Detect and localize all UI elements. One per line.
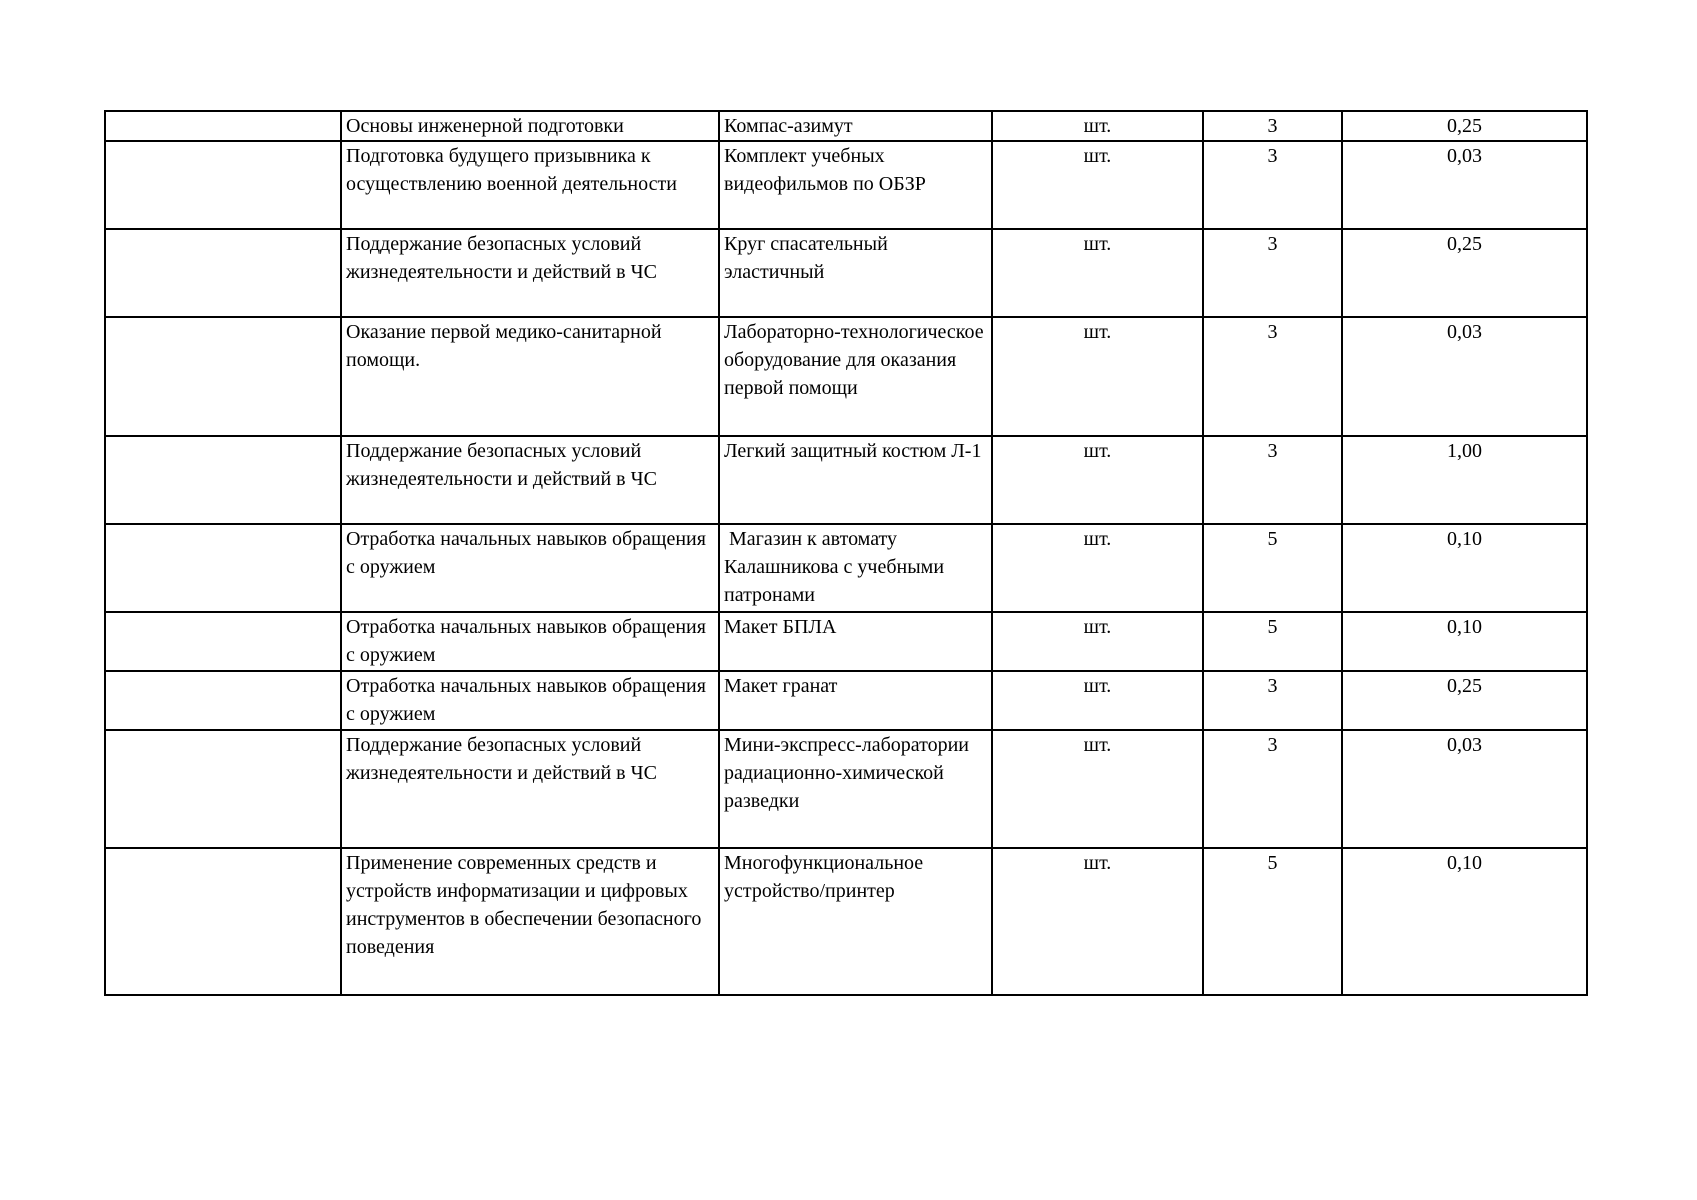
subject-cell: Применение современных средств и устройств информатизации и цифровых инструментов в обеспечении безопасного поведения: [341, 848, 719, 995]
blank-cell: [105, 436, 341, 524]
norm-cell: 0,03: [1342, 730, 1587, 848]
quantity-cell: 3: [1203, 730, 1342, 848]
equipment-item-cell: Компас-азимут: [719, 111, 992, 141]
table-row: [105, 848, 1587, 995]
norm-cell: 0,25: [1342, 111, 1587, 141]
quantity-cell: 5: [1203, 612, 1342, 671]
subject-cell: Оказание первой медико-санитарной помощи.: [341, 317, 719, 436]
table-row: [105, 111, 1587, 141]
quantity-cell: 3: [1203, 229, 1342, 317]
equipment-item-cell: Мини-экспресс-лаборатории радиационно-химической разведки: [719, 730, 992, 848]
table-row: [105, 436, 1587, 524]
blank-cell: [105, 671, 341, 730]
table-row: [105, 730, 1587, 848]
blank-cell: [105, 612, 341, 671]
equipment-item-cell: Круг спасательный эластичный: [719, 229, 992, 317]
norm-cell: 0,10: [1342, 524, 1587, 612]
equipment-item-cell: Многофункциональное устройство/принтер: [719, 848, 992, 995]
norm-cell: 0,25: [1342, 671, 1587, 730]
blank-cell: [105, 229, 341, 317]
norm-cell: 0,03: [1342, 317, 1587, 436]
table-row: [105, 141, 1587, 229]
table-row: [105, 317, 1587, 436]
unit-cell: шт.: [992, 848, 1203, 995]
subject-cell: Подготовка будущего призывника к осуществлению военной деятельности: [341, 141, 719, 229]
blank-cell: [105, 111, 341, 141]
quantity-cell: 5: [1203, 524, 1342, 612]
quantity-cell: 3: [1203, 111, 1342, 141]
quantity-cell: 3: [1203, 436, 1342, 524]
blank-cell: [105, 730, 341, 848]
subject-cell: Поддержание безопасных условий жизнедеятельности и действий в ЧС: [341, 436, 719, 524]
norm-cell: 1,00: [1342, 436, 1587, 524]
equipment-item-cell: Макет БПЛА: [719, 612, 992, 671]
unit-cell: шт.: [992, 436, 1203, 524]
unit-cell: шт.: [992, 671, 1203, 730]
blank-cell: [105, 317, 341, 436]
subject-cell: Отработка начальных навыков обращения с оружием: [341, 524, 719, 612]
norm-cell: 0,03: [1342, 141, 1587, 229]
norm-cell: 0,10: [1342, 612, 1587, 671]
blank-cell: [105, 848, 341, 995]
unit-cell: шт.: [992, 612, 1203, 671]
unit-cell: шт.: [992, 229, 1203, 317]
equipment-item-cell: Лабораторно-технологическое оборудование для оказания первой помощи: [719, 317, 992, 436]
blank-cell: [105, 141, 341, 229]
subject-cell: Отработка начальных навыков обращения с оружием: [341, 612, 719, 671]
table-row: [105, 671, 1587, 730]
unit-cell: шт.: [992, 317, 1203, 436]
quantity-cell: 3: [1203, 317, 1342, 436]
norm-cell: 0,10: [1342, 848, 1587, 995]
subject-cell: Поддержание безопасных условий жизнедеятельности и действий в ЧС: [341, 730, 719, 848]
quantity-cell: 3: [1203, 141, 1342, 229]
subject-cell: Отработка начальных навыков обращения с оружием: [341, 671, 719, 730]
equipment-item-cell: Комплект учебных видеофильмов по ОБЗР: [719, 141, 992, 229]
unit-cell: шт.: [992, 524, 1203, 612]
table-row: [105, 612, 1587, 671]
subject-cell: Поддержание безопасных условий жизнедеятельности и действий в ЧС: [341, 229, 719, 317]
equipment-item-cell: Легкий защитный костюм Л-1: [719, 436, 992, 524]
equipment-item-cell: Магазин к автомату Калашникова с учебными патронами: [719, 524, 992, 612]
subject-cell: Основы инженерной подготовки: [341, 111, 719, 141]
unit-cell: шт.: [992, 111, 1203, 141]
equipment-table: [104, 110, 1588, 996]
unit-cell: шт.: [992, 141, 1203, 229]
norm-cell: 0,25: [1342, 229, 1587, 317]
blank-cell: [105, 524, 341, 612]
table-row: [105, 524, 1587, 612]
quantity-cell: 5: [1203, 848, 1342, 995]
equipment-item-cell: Макет гранат: [719, 671, 992, 730]
quantity-cell: 3: [1203, 671, 1342, 730]
table-row: [105, 229, 1587, 317]
unit-cell: шт.: [992, 730, 1203, 848]
